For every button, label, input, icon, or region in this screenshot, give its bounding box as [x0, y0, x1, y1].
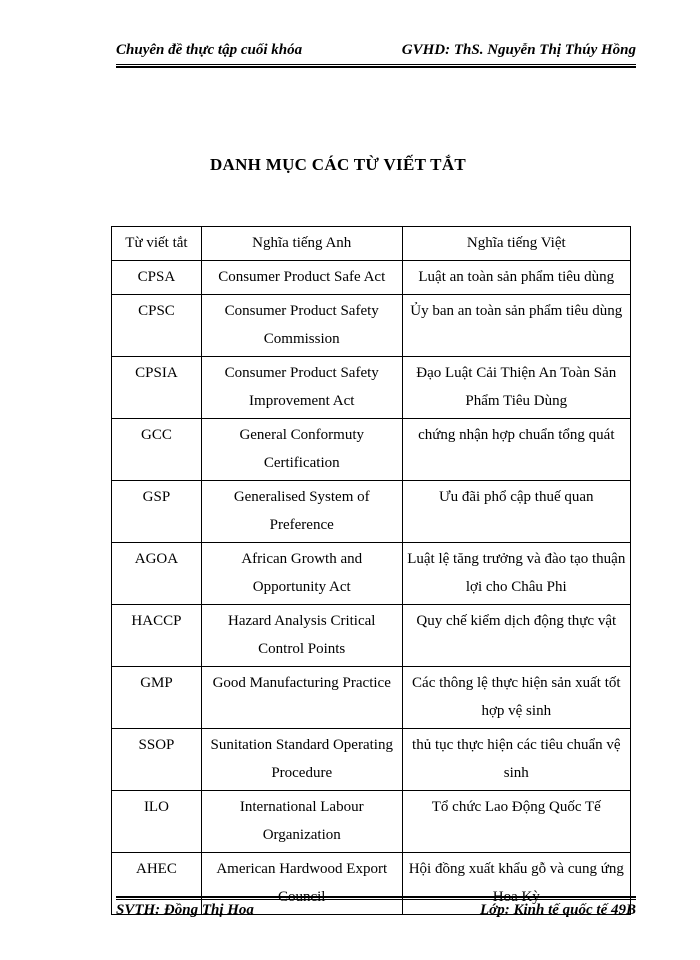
- cell-abbreviation: CPSA: [112, 261, 202, 295]
- cell-english: Hazard Analysis Critical Control Points: [201, 605, 402, 667]
- cell-vietnamese: Tổ chức Lao Động Quốc Tế: [402, 791, 630, 853]
- table-row: [112, 261, 631, 295]
- cell-abbreviation: ILO: [112, 791, 202, 853]
- table-row: [112, 357, 631, 419]
- cell-english: Sunitation Standard Operating Procedure: [201, 729, 402, 791]
- page-title: DANH MỤC CÁC TỪ VIẾT TẮT: [209, 155, 467, 174]
- cell-abbreviation: GCC: [112, 419, 202, 481]
- cell-vietnamese: Ưu đãi phổ cập thuế quan: [402, 481, 630, 543]
- header-course-title: Chuyên đề thực tập cuối khóa: [116, 42, 303, 58]
- cell-abbreviation: CPSIA: [112, 357, 202, 419]
- cell-english: American Hardwood Export Council: [201, 853, 402, 915]
- cell-abbreviation: HACCP: [112, 605, 202, 667]
- cell-vietnamese: Ủy ban an toàn sản phẩm tiêu dùng: [402, 295, 630, 357]
- table-row: [112, 543, 631, 605]
- cell-abbreviation: GSP: [112, 481, 202, 543]
- column-header-abbreviation: Từ viết tắt: [112, 227, 202, 261]
- table-header-row: [112, 227, 631, 261]
- table-row: [112, 605, 631, 667]
- cell-english: General Conformuty Certification: [201, 419, 402, 481]
- header-divider: [116, 64, 636, 68]
- abbreviation-table: [111, 226, 631, 915]
- footer-student: SVTH: Đồng Thị Hoa: [116, 902, 254, 918]
- table-row: [112, 729, 631, 791]
- cell-english: Generalised System of Preference: [201, 481, 402, 543]
- cell-vietnamese: thủ tục thực hiện các tiêu chuẩn vệ sinh: [402, 729, 630, 791]
- cell-abbreviation: CPSC: [112, 295, 202, 357]
- cell-english: Good Manufacturing Practice: [201, 667, 402, 729]
- cell-vietnamese: chứng nhận hợp chuẩn tổng quát: [402, 419, 630, 481]
- cell-vietnamese: Hội đồng xuất khẩu gỗ và cung ứng Hoa Kỳ: [402, 853, 630, 915]
- table-row: [112, 295, 631, 357]
- cell-english: Consumer Product Safety Improvement Act: [201, 357, 402, 419]
- cell-vietnamese: Đạo Luật Cải Thiện An Toàn Sản Phẩm Tiêu Dùng: [402, 357, 630, 419]
- footer-class: Lớp: Kinh tế quốc tế 49B: [480, 902, 636, 918]
- cell-english: International Labour Organization: [201, 791, 402, 853]
- cell-vietnamese: Luật lệ tăng trưởng và đào tạo thuận lợi cho Châu Phi: [402, 543, 630, 605]
- cell-vietnamese: Quy chế kiểm dịch động thực vật: [402, 605, 630, 667]
- page-footer: [116, 902, 636, 926]
- table-row: [112, 791, 631, 853]
- cell-english: Consumer Product Safe Act: [201, 261, 402, 295]
- cell-abbreviation: AGOA: [112, 543, 202, 605]
- table-row: [112, 419, 631, 481]
- footer-divider: [116, 896, 636, 900]
- table-row: [112, 667, 631, 729]
- cell-english: Consumer Product Safety Commission: [201, 295, 402, 357]
- header-supervisor: GVHD: ThS. Nguyễn Thị Thúy Hồng: [401, 42, 636, 58]
- page-header: [116, 40, 636, 64]
- cell-abbreviation: SSOP: [112, 729, 202, 791]
- cell-english: African Growth and Opportunity Act: [201, 543, 402, 605]
- cell-abbreviation: AHEC: [112, 853, 202, 915]
- cell-abbreviation: GMP: [112, 667, 202, 729]
- cell-vietnamese: Luật an toàn sản phẩm tiêu dùng: [402, 261, 630, 295]
- table-row: [112, 481, 631, 543]
- column-header-english: Nghĩa tiếng Anh: [201, 227, 402, 261]
- column-header-vietnamese: Nghĩa tiếng Việt: [402, 227, 630, 261]
- cell-vietnamese: Các thông lệ thực hiện sản xuất tốt hợp vệ sinh: [402, 667, 630, 729]
